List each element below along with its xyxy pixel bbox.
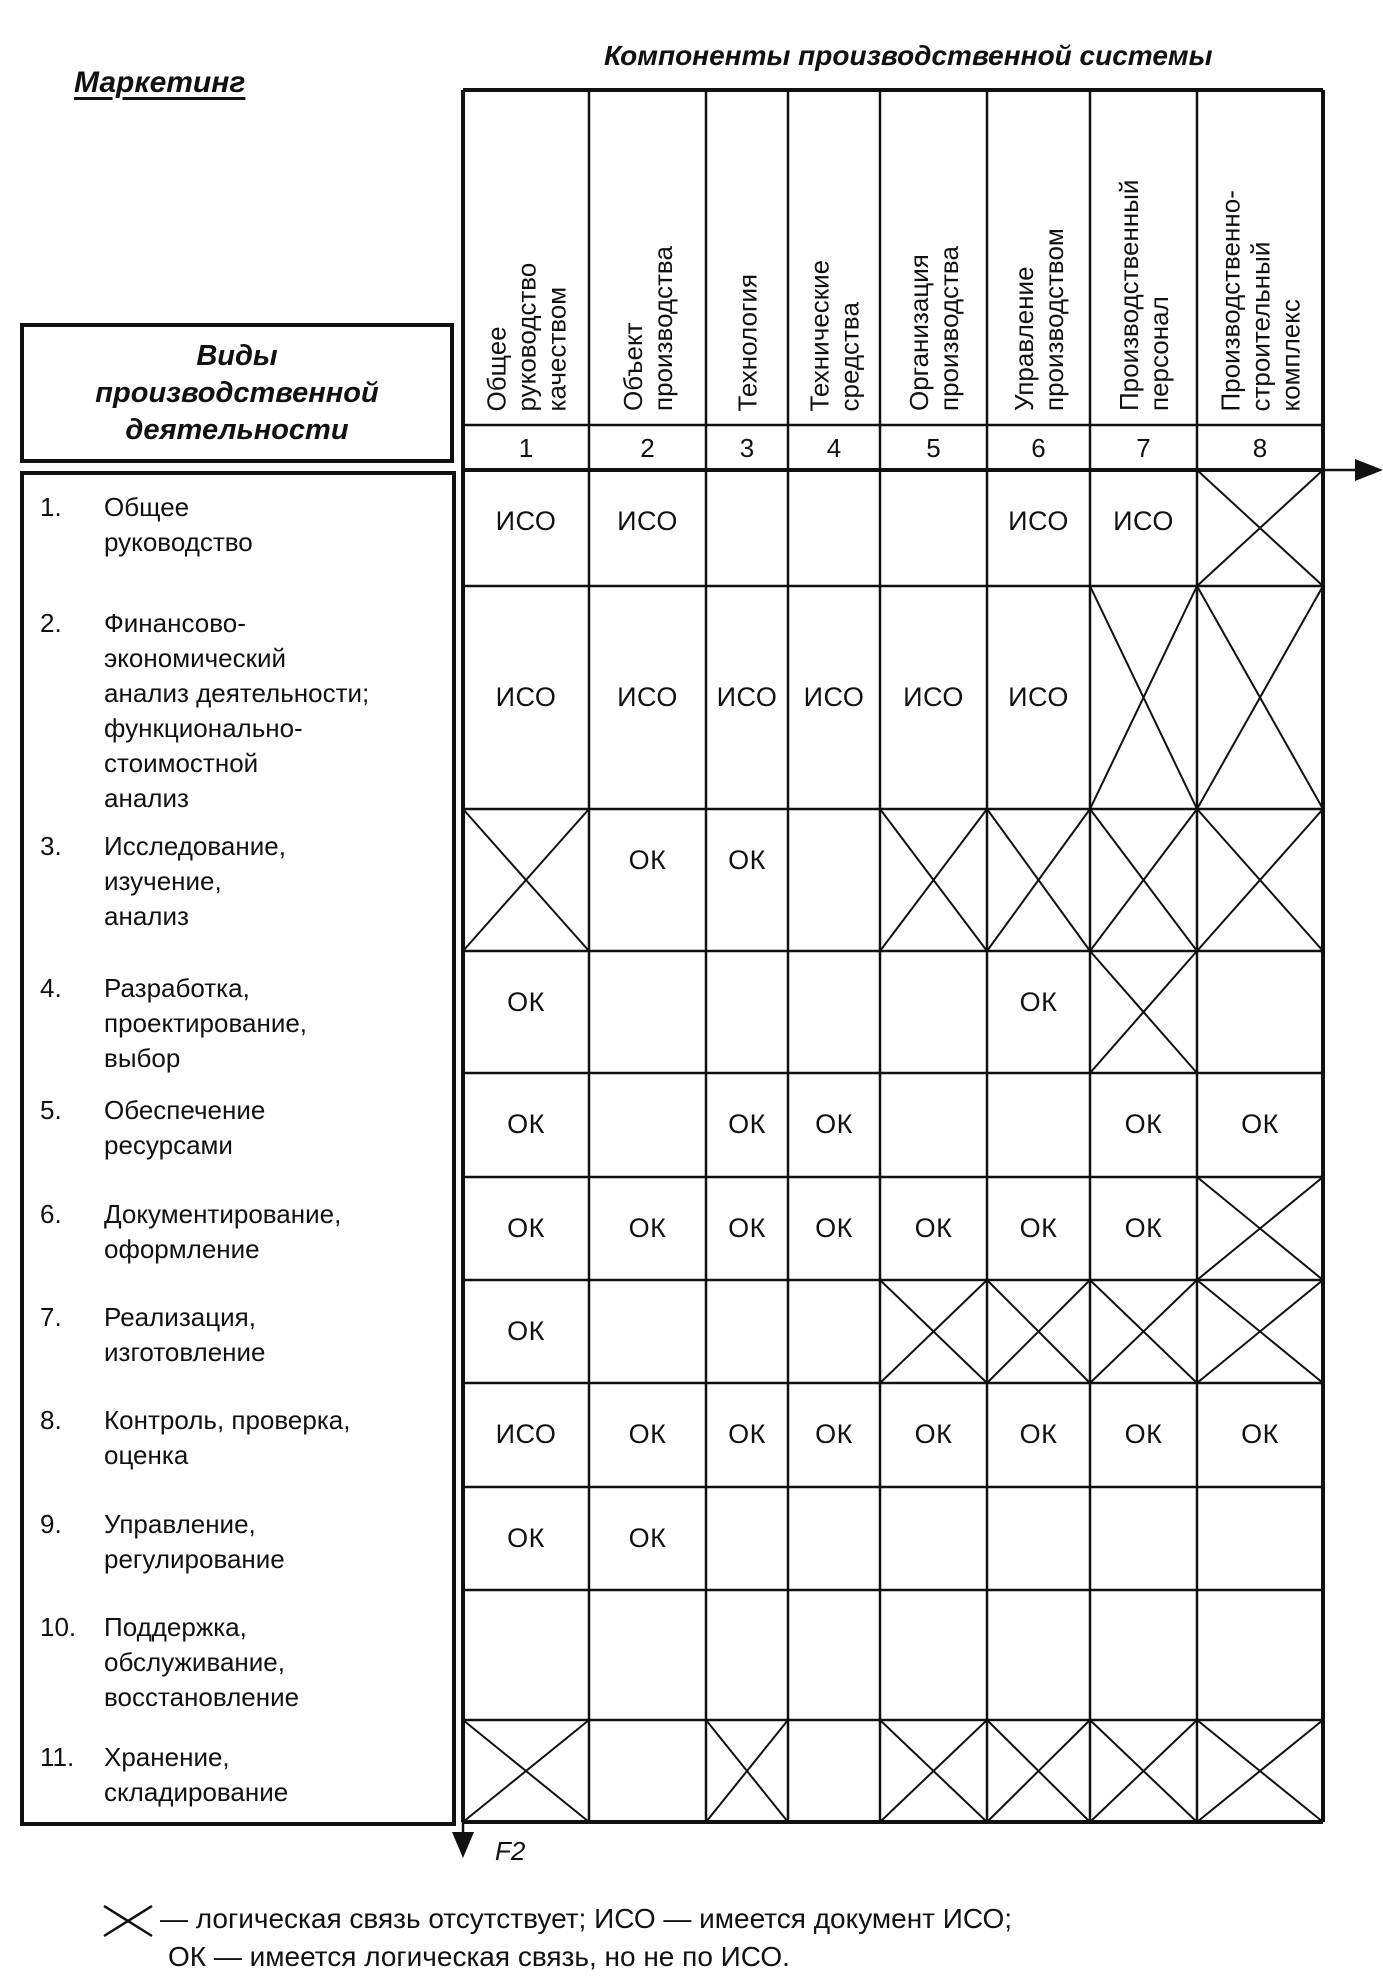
column-number-3: 3 [739,433,755,463]
matrix-cell-value: ИСО [1008,506,1069,536]
cross-legend-icon [100,1902,160,1942]
row-number: 7. [40,1302,62,1332]
column-number-5: 5 [926,433,941,463]
row-text: Финансово- экономический анализ деятельности; функционально- стоимостной анализ [104,608,370,813]
matrix-cell-value: ИСО [803,681,865,712]
column-header-6: Управление производством [1008,228,1069,411]
matrix-cell-value: ИСО [495,506,557,536]
components-title: Компоненты производственной системы [604,40,1213,71]
matrix-cell-value: ИСО [495,681,557,712]
row-number: 6. [40,1199,62,1229]
matrix-cell-value: ОК [1019,987,1058,1017]
matrix-cell-value: ОК [728,845,766,875]
column-number-8: 8 [1252,433,1268,463]
row-number: 10. [40,1612,77,1642]
matrix-cell-value: ИСО [903,681,964,712]
column-header-8: Производственно- строительный комплекс [1215,189,1305,411]
matrix-cell-value: ОК [1019,1419,1058,1449]
legend-line-2: ОК — имеется логическая связь, но не по ИСО. [168,1941,790,1972]
matrix-cell-value: ОК [507,1212,545,1243]
axis-label-f2: F2 [495,1836,526,1866]
row-number: 2. [40,608,62,638]
column-number-2: 2 [640,433,655,463]
matrix-cell-value: ОК [507,987,545,1017]
matrix-cell-value: ОК [628,1522,667,1553]
matrix-cell-value: ИСО [495,1419,557,1449]
matrix-cell-value: ИСО [1113,506,1174,536]
row-number: 1. [40,492,62,522]
row-text: Документирование, оформление [104,1199,342,1264]
legend-line-1: — логическая связь отсутствует; ИСО — имеется документ ИСО; [160,1903,1013,1934]
matrix-cell-value: ИСО [617,506,678,536]
row-text: Общее руководство [104,492,253,557]
matrix-cell-value: ИСО [716,681,778,712]
matrix-cell-value: ОК [628,1419,667,1449]
matrix-cell-value: ОК [815,1419,853,1449]
matrix-cell-value: ИСО [1008,681,1069,712]
matrix-cell-value: ОК [507,1522,545,1553]
matrix-cell-value: ОК [1019,1212,1058,1243]
matrix-cell-value: ОК [815,1212,853,1243]
matrix-cell-value: ОК [728,1109,766,1139]
column-number-4: 4 [826,433,842,463]
row-number: 8. [40,1405,62,1435]
row-text: Хранение, складирование [104,1742,289,1807]
column-number-1: 1 [518,433,534,463]
column-header-3: Технология [732,273,762,411]
matrix-cell-value: ОК [507,1109,545,1139]
matrix-cell-value: ОК [728,1212,766,1243]
matrix-cell-value: ИСО [617,681,678,712]
column-header-2: Объект производства [617,246,678,411]
column-header-7: Производственный персонал [1113,179,1174,411]
matrix-cell-value: ОК [1241,1109,1279,1139]
matrix-cell-value: ОК [1241,1419,1279,1449]
page-title: Маркетинг [74,66,246,99]
row-text: Поддержка, обслуживание, восстановление [104,1612,300,1712]
matrix-cell-value: ОК [628,1212,667,1243]
matrix-cell-value: ОК [914,1419,953,1449]
row-text: Контроль, проверка, оценка [104,1405,351,1470]
matrix-cell-value: ОК [507,1315,545,1346]
matrix-cell-value: ОК [1124,1212,1163,1243]
row-text: Разработка, проектирование, выбор [104,973,308,1073]
row-number: 4. [40,973,62,1003]
matrix-cell-value: ОК [1124,1419,1163,1449]
row-number: 3. [40,831,62,861]
column-header-1: Общее руководство качеством [481,262,571,411]
column-number-6: 6 [1031,433,1046,463]
column-number-7: 7 [1136,433,1151,463]
row-text: Управление, регулирование [104,1509,285,1574]
column-header-5: Организация производства [903,246,964,411]
row-text: Обеспечение ресурсами [104,1095,266,1160]
matrix-cell-value: ОК [914,1212,953,1243]
row-text: Исследование, изучение, анализ [104,831,286,931]
matrix-cell-value: ОК [1124,1109,1163,1139]
row-text: Реализация, изготовление [104,1302,266,1367]
matrix-cell-value: ОК [728,1419,766,1449]
activities-header-text: Виды производственной деятельности [95,339,379,446]
row-number: 5. [40,1095,62,1125]
row-number: 9. [40,1509,62,1539]
column-header-4: Технические средства [804,259,864,411]
matrix-cell-value: ОК [628,845,667,875]
row-number: 11. [40,1742,75,1772]
matrix-cell-value: ОК [815,1109,853,1139]
